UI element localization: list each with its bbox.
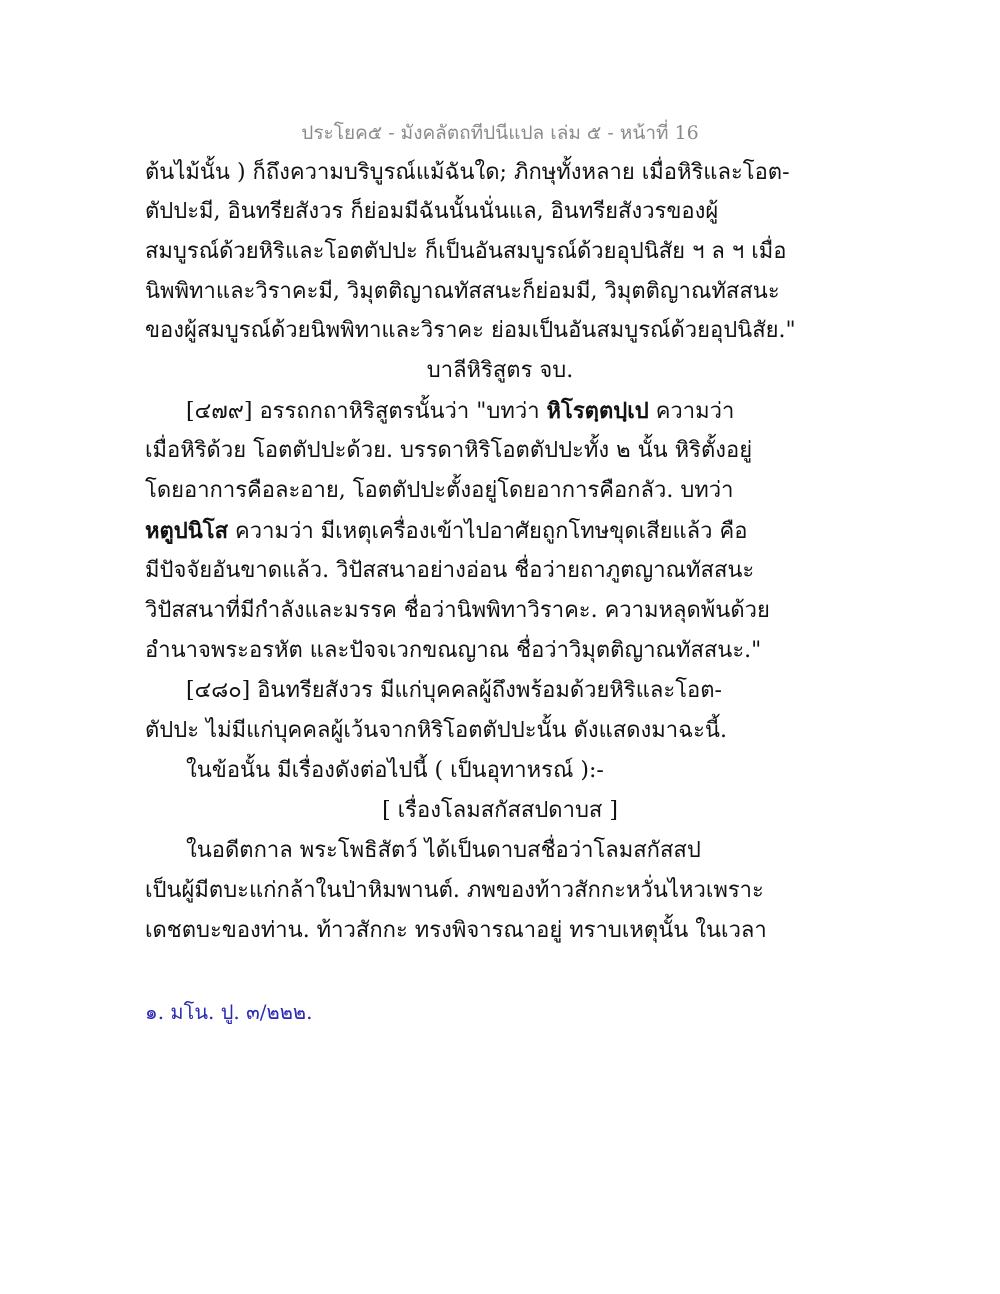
para-479-intro-end: ความว่า	[648, 399, 735, 424]
body-line-8: เมื่อหิริด้วย โอตตัปปะด้วย. บรรดาหิริโอตตัปปะทั้ง ๒ นั้น หิริตั้งอยู่	[145, 438, 753, 463]
body-line-7	[186, 396, 734, 426]
running-head: ประโยค๕ - มังคลัตถทีปนีแปล เล่ม ๕ - หน้าที่ 16	[301, 122, 699, 144]
body-line-5: ของผู้สมบูรณ์ด้วยนิพพิทาและวิราคะ ย่อมเป็นอันสมบูรณ์ด้วยอุปนิสัย."	[145, 318, 796, 343]
body-line-10	[145, 516, 747, 546]
pali-term-hirottappe: หิโรตฺตปฺเป	[546, 398, 649, 424]
body-line-2: ตัปปะมี, อินทรียสังวร ก็ย่อมมีฉันนั้นนั่นแล, อินทรียสังวรของผู้	[145, 199, 719, 224]
pali-term-hatupaniso: หตูปนิโส	[145, 518, 229, 544]
body-line-20: เดชตบะของท่าน. ท้าวสักกะ ทรงพิจารณาอยู่ ทราบเหตุนั้น ในเวลา	[145, 918, 767, 943]
story-title: [ เรื่องโลมสกัสสปดาบส ]	[382, 798, 618, 823]
body-line-16: ในข้อนั้น มีเรื่องดังต่อไปนี้ ( เป็นอุทาหรณ์ ):-	[186, 758, 604, 783]
body-line-13: อำนาจพระอรหัต และปัจจเวกขณญาณ ชื่อว่าวิมุตติญาณทัสสนะ."	[145, 638, 762, 663]
sutta-end-line: บาลีหิริสูตร จบ.	[426, 358, 574, 383]
body-line-19: เป็นผู้มีตบะแก่กล้าในป่าหิมพานต์. ภพของท้าวสักกะหวั่นไหวเพราะ	[145, 878, 764, 903]
body-line-10-rest: ความว่า มีเหตุเครื่องเข้าไปอาศัยถูกโทษขุดเสียแล้ว คือ	[228, 519, 748, 544]
para-479-intro: [๔๗๙] อรรถกถาหิริสูตรนั้นว่า "บทว่า	[186, 399, 547, 424]
body-line-18: ในอดีตกาล พระโพธิสัตว์ ได้เป็นดาบสชื่อว่าโลมสกัสสป	[186, 838, 701, 863]
body-line-3: สมบูรณ์ด้วยหิริและโอตตัปปะ ก็เป็นอันสมบูรณ์ด้วยอุปนิสัย ฯ ล ฯ เมื่อ	[145, 239, 787, 264]
body-line-9: โดยอาการคือละอาย, โอตตัปปะตั้งอยู่โดยอาการคือกลัว. บทว่า	[145, 478, 734, 503]
body-line-11: มีปัจจัยอันขาดแล้ว. วิปัสสนาอย่างอ่อน ชื่อว่ายถาภูตญาณทัสสนะ	[145, 558, 755, 583]
body-line-14: [๔๘๐] อินทรียสังวร มีแก่บุคคลผู้ถึงพร้อมด้วยหิริและโอต-	[186, 678, 722, 703]
footnote: ๑. มโน. ปู. ๓/๒๒๒.	[145, 1000, 313, 1024]
body-line-1: ต้นไม้นั้น ) ก็ถึงความบริบูรณ์แม้ฉันใด; ภิกษุทั้งหลาย เมื่อหิริและโอต-	[145, 160, 790, 185]
body-line-12: วิปัสสนาที่มีกำลังและมรรค ชื่อว่านิพพิทาวิราคะ. ความหลุดพ้นด้วย	[145, 598, 770, 623]
body-line-15: ตัปปะ ไม่มีแก่บุคคลผู้เว้นจากหิริโอตตัปปะนั้น ดังแสดงมาฉะนี้.	[145, 718, 727, 743]
body-line-4: นิพพิทาและวิราคะมี, วิมุตติญาณทัสสนะก็ย่อมมี, วิมุตติญาณทัสสนะ	[145, 279, 780, 304]
